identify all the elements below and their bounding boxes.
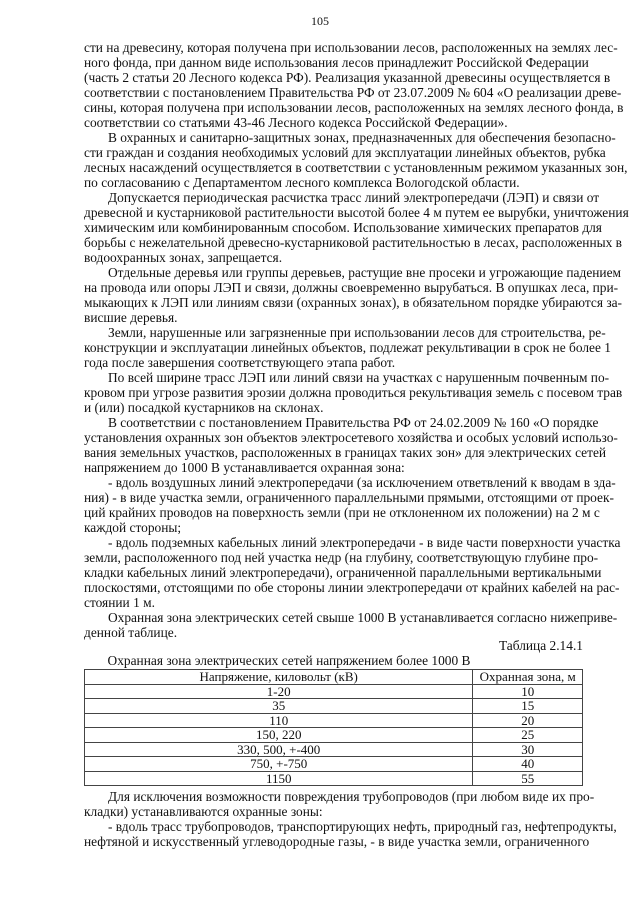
- text-line: вания земельных участков, расположенных в границах таких зон» для электрических сетей: [84, 445, 607, 460]
- paragraph: [84, 819, 617, 849]
- paragraph: [84, 130, 628, 190]
- zone-cell: 15: [473, 699, 583, 714]
- zone-cell: 20: [473, 713, 583, 728]
- zone-cell: 55: [473, 771, 583, 786]
- text-line: денной таблице.: [84, 625, 178, 640]
- text-line: и (или) посадкой кустарников на склонах.: [84, 400, 324, 415]
- text-line: Отдельные деревья или группы деревьев, растущие вне просеки и угрожающие падением: [108, 265, 622, 280]
- protection-zone-table: [84, 669, 583, 786]
- text-line: борьбы с нежелательной древесно-кустарниковой растительностью в лесах, расположенных в: [84, 235, 622, 250]
- text-line: лесных насаждений осуществляется в соответствии с установленным режимом указанных зон,: [84, 160, 628, 175]
- text-line: кладки кабельных линий электропередачи), ограниченной параллельными вертикальными: [84, 565, 602, 580]
- text-line: В охранных и санитарно-защитных зонах, предназначенных для обеспечения безопасно-: [108, 130, 616, 145]
- zone-cell: 30: [473, 742, 583, 757]
- text-line: древесной и кустарниковой растительности высотой более 4 м путем ее вырубки, уничтожения: [84, 205, 629, 220]
- text-line: ций крайних проводов на поверхность земли (при не отклоненном их положении) на 2 м с: [84, 505, 600, 520]
- text-line: - вдоль воздушных линий электропередачи (за исключением ответвлений к вводам в зда-: [108, 475, 616, 490]
- text-line: сти на древесину, которая получена при использовании лесов, расположенных на землях лес-: [84, 40, 618, 55]
- text-line: земли, расположенного под ней участка недр (на глубину, соответствующую глубине про-: [84, 550, 599, 565]
- text-line: Допускается периодическая расчистка трасс линий электропередачи (ЛЭП) и связи от: [108, 190, 600, 205]
- voltage-cell: 750, +-750: [85, 757, 473, 772]
- page-number: 105: [311, 14, 329, 28]
- zone-cell: 10: [473, 684, 583, 699]
- header-zone: Охранная зона, м: [473, 670, 583, 685]
- voltage-cell: 1-20: [85, 684, 473, 699]
- body-text-after-table: [84, 789, 617, 849]
- paragraph: [84, 535, 621, 610]
- text-line: Земли, нарушенные или загрязненные при использовании лесов для строительства, ре-: [108, 325, 606, 340]
- text-line: висшие деревья.: [84, 310, 178, 325]
- text-line: кровом при угрозе развития эрозии должна проводиться рекультивация земель с посевом трав: [84, 385, 623, 400]
- zone-cell: 25: [473, 728, 583, 743]
- text-line: каждой стороны;: [84, 520, 182, 535]
- paragraph: [84, 325, 611, 370]
- text-line: ного фонда, при данном виде использования лесов принадлежит Российской Федерации: [84, 55, 589, 70]
- paragraph: [84, 265, 623, 325]
- text-line: кладки) устанавливаются охранные зоны:: [84, 804, 323, 819]
- table-row: [85, 684, 583, 699]
- table-row: [85, 771, 583, 786]
- text-line: мыкающих к ЛЭП или линиям связи (охранных зонах), в обязательном порядке убираются за-: [84, 295, 623, 310]
- text-line: года после завершения соответствующего этапа работ.: [84, 355, 396, 370]
- paragraph: [84, 370, 623, 415]
- header-voltage: Напряжение, киловольт (кВ): [85, 670, 473, 685]
- text-line: соответствии с постановлением Правительства РФ от 23.07.2009 № 604 «О реализации древе-: [84, 85, 622, 100]
- table-row: [85, 699, 583, 714]
- paragraph: [84, 40, 624, 130]
- text-line: - вдоль трасс трубопроводов, транспортирующих нефть, природный газ, нефтепродукты,: [108, 819, 617, 834]
- text-line: Охранная зона электрических сетей свыше 1000 В устанавливается согласно нижеприве-: [108, 610, 618, 625]
- text-line: напряжением до 1000 В устанавливается охранная зона:: [84, 460, 405, 475]
- voltage-cell: 330, 500, +-400: [85, 742, 473, 757]
- text-line: Для исключения возможности повреждения трубопроводов (при любом виде их про-: [108, 789, 595, 804]
- text-line: По всей ширине трасс ЛЭП или линий связи на участках с нарушенным почвенным по-: [108, 370, 610, 385]
- text-line: (часть 2 статьи 20 Лесного кодекса РФ). Реализация указанной древесины осуществляется в: [84, 70, 611, 85]
- paragraph: [84, 789, 595, 819]
- voltage-cell: 35: [85, 699, 473, 714]
- text-line: плоскостями, отстоящими по обе стороны линии электропередачи от крайних кабелей на рас-: [84, 580, 620, 595]
- text-line: ния) - в виде участка земли, ограниченного параллельными прямыми, отстоящими от проек-: [84, 490, 614, 505]
- text-line: сти граждан и создания необходимых условий для эксплуатации линейных объектов, рубка: [84, 145, 606, 160]
- paragraph: [84, 610, 618, 640]
- table-caption: Охранная зона электрических сетей напряжением более 1000 В: [107, 653, 471, 668]
- table-row: [85, 728, 583, 743]
- text-line: установления охранных зон объектов электросетевого хозяйства и особых условий использо-: [84, 430, 618, 445]
- text-line: на провода или опоры ЛЭП и связи, должны своевременно вырубаться. В опушках леса, при-: [84, 280, 619, 295]
- text-line: сины, которая получена при использовании лесов, расположенных на землях лесного фонда, в: [84, 100, 624, 115]
- table-header-row: [85, 670, 583, 685]
- text-line: стоянии 1 м.: [84, 595, 155, 610]
- body-text-before-table: [84, 40, 629, 640]
- text-line: нефтяной и искусственный углеводородные газы, - в виде участка земли, ограниченного: [84, 834, 590, 849]
- table-row: [85, 713, 583, 728]
- table-row: [85, 757, 583, 772]
- text-line: водоохранных зонах, запрещается.: [84, 250, 283, 265]
- text-line: - вдоль подземных кабельных линий электропередачи - в виде части поверхности участка: [108, 535, 621, 550]
- text-line: по согласованию с Департаментом лесного комплекса Вологодской области.: [84, 175, 520, 190]
- table-label: Таблица 2.14.1: [498, 638, 583, 653]
- text-line: конструкции и эксплуатации линейных объектов, подлежат рекультивации в срок не более 1: [84, 340, 611, 355]
- text-line: В соответствии с постановлением Правительства РФ от 24.02.2009 № 160 «О порядке: [108, 415, 599, 430]
- paragraph: [84, 190, 629, 265]
- text-line: соответствии со статьями 43-46 Лесного кодекса Российской Федерации».: [84, 115, 508, 130]
- table-row: [85, 742, 583, 757]
- paragraph: [84, 415, 618, 475]
- voltage-cell: 1150: [85, 771, 473, 786]
- paragraph: [84, 475, 616, 535]
- zone-cell: 40: [473, 757, 583, 772]
- voltage-cell: 110: [85, 713, 473, 728]
- text-line: химическим или комбинированным способом. Использование химических препаратов для: [84, 220, 602, 235]
- voltage-cell: 150, 220: [85, 728, 473, 743]
